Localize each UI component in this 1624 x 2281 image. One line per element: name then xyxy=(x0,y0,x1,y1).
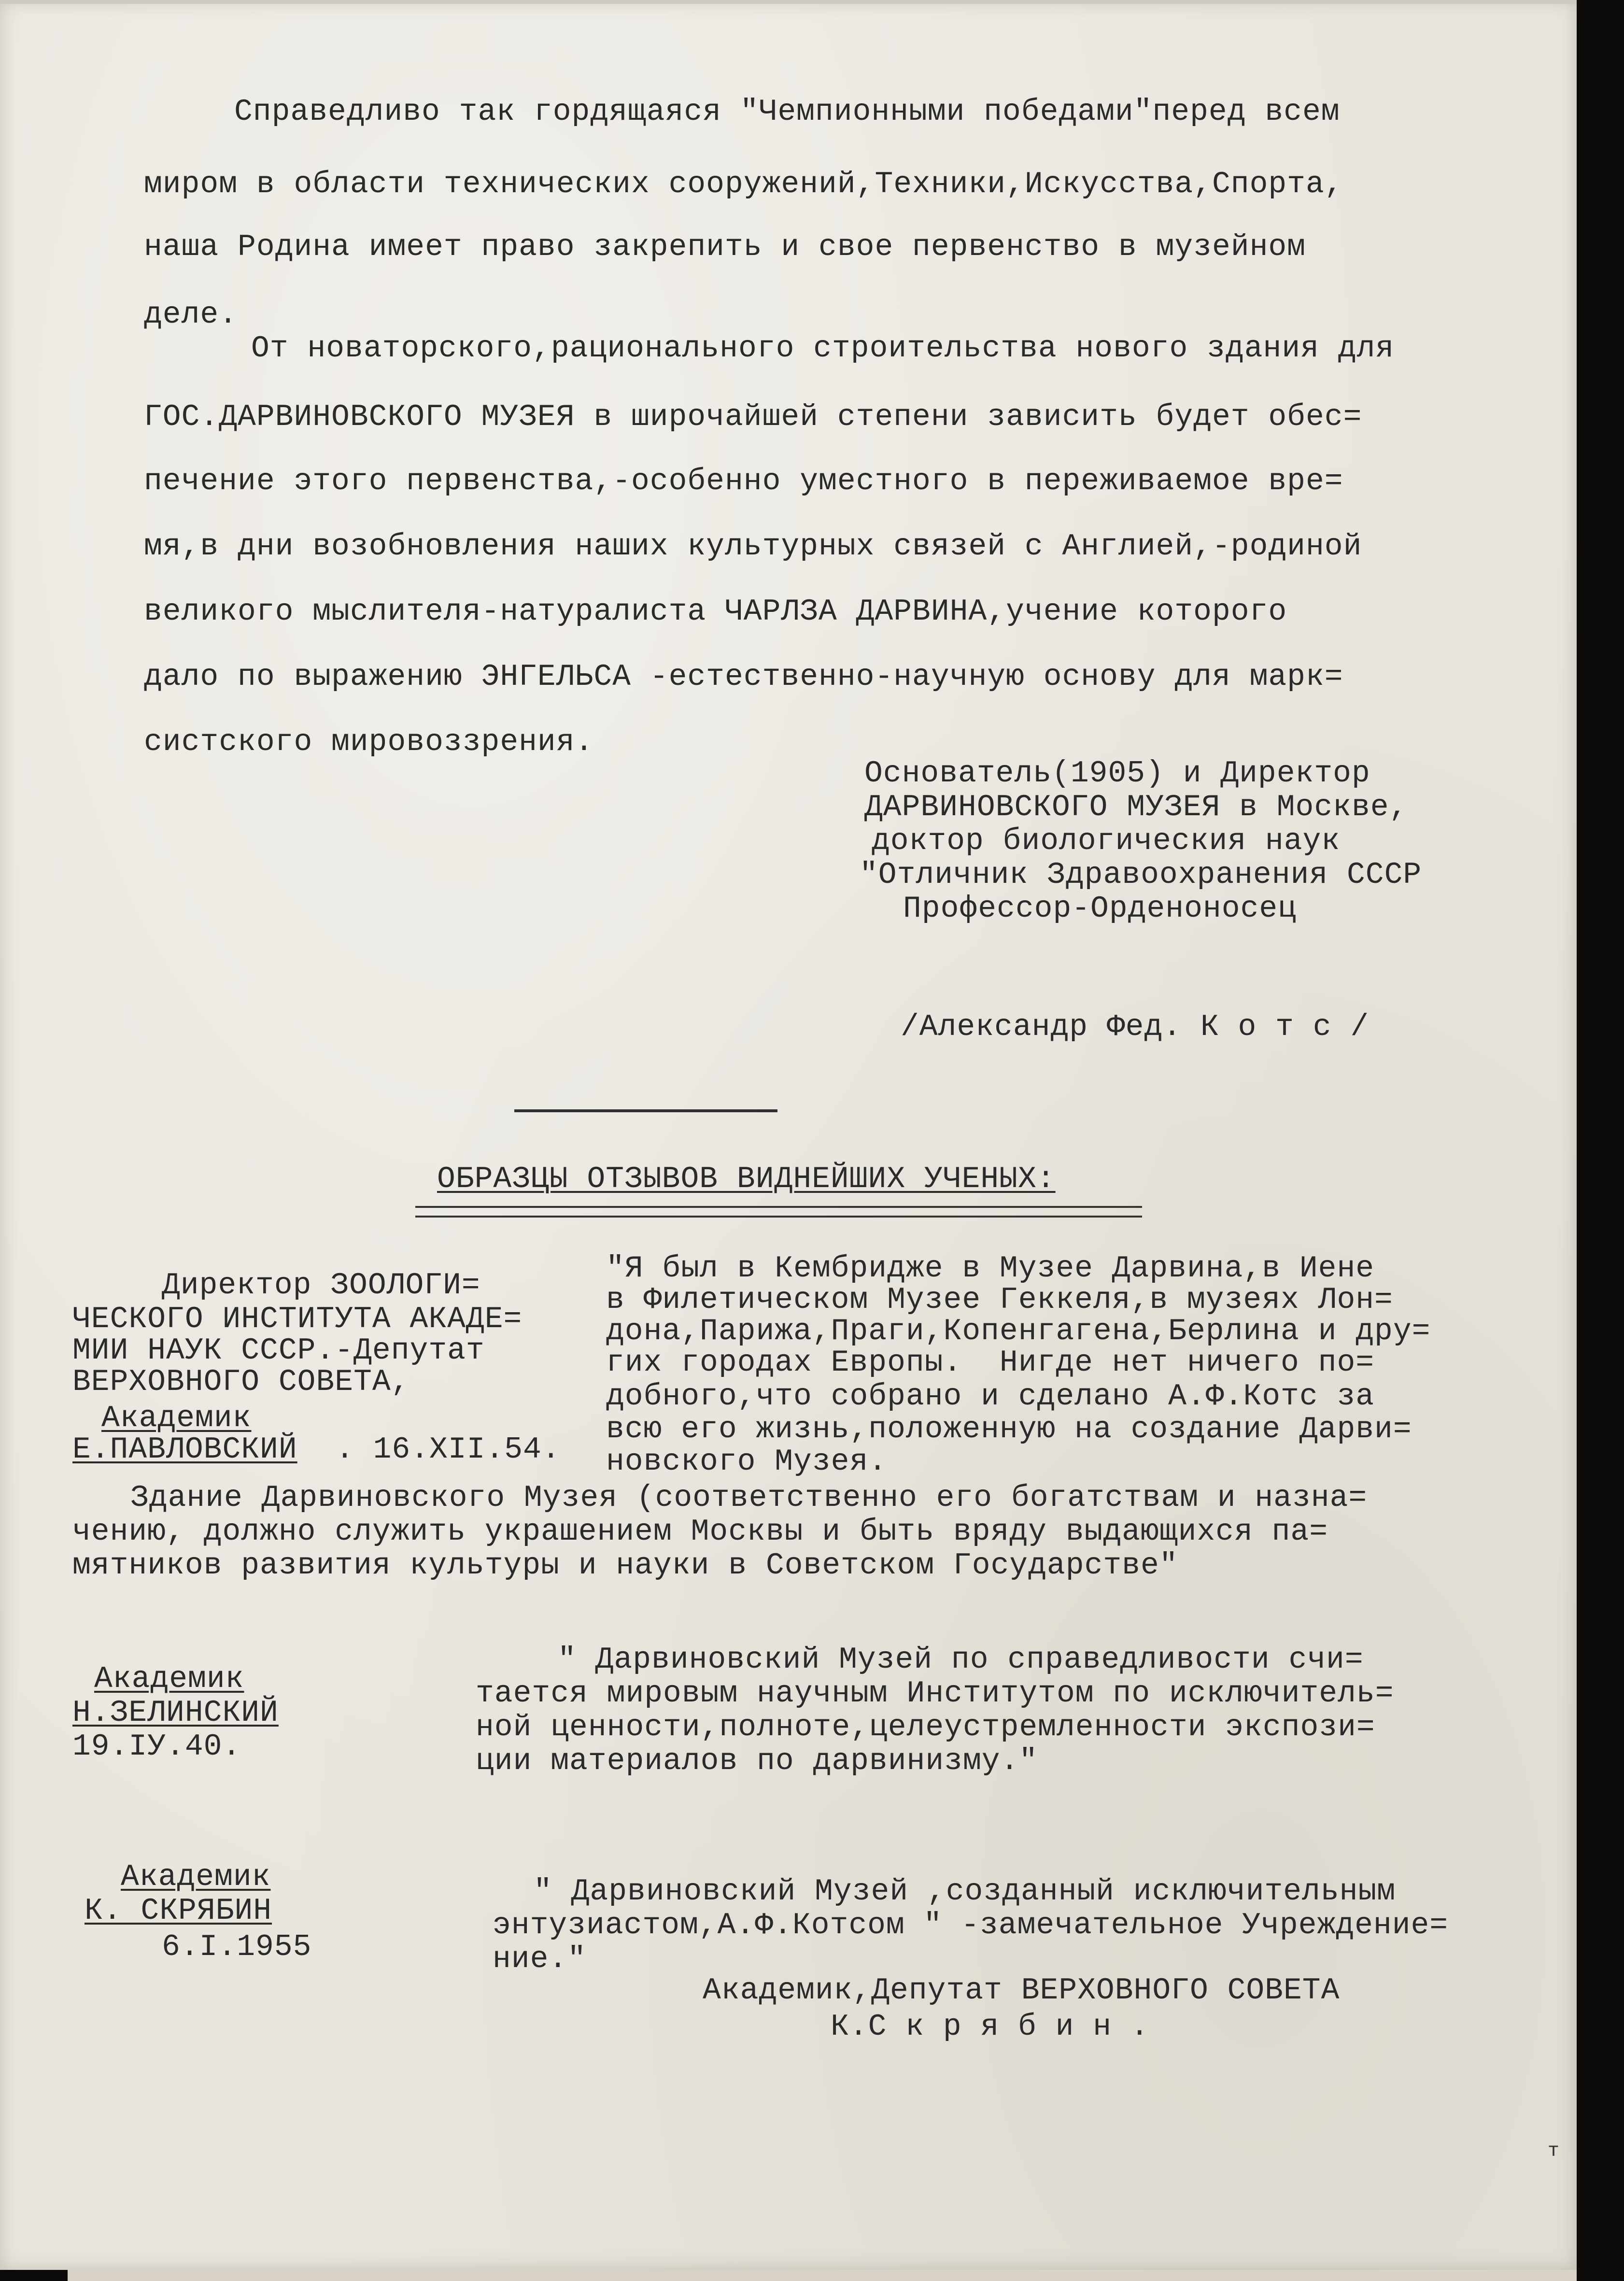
review2-quote-line-2: тается мировым научным Институтом по исключитель= xyxy=(476,1676,1394,1711)
sheet-edge xyxy=(0,0,1577,4)
author-line-3: доктор биологическия наук xyxy=(872,824,1341,858)
review2-title: Академик xyxy=(94,1662,244,1696)
review2-quote-line-1: " Дарвиновский Музей по справедливости счи= xyxy=(558,1643,1364,1677)
review3-name: К. СКРЯБИН xyxy=(85,1894,272,1928)
body-line-1: От новаторского,рационального строительства нового здания для xyxy=(251,331,1395,366)
body-line-7: систского мировоззрения. xyxy=(144,725,594,759)
review1-continuation-line-2: чению, должно служить украшением Москвы и быть вряду выдающихся па= xyxy=(72,1515,1328,1549)
review1-title: Академик xyxy=(101,1401,252,1435)
review3-quote-line-3: ние." xyxy=(493,1942,587,1976)
intro-line-1: Справедливо так гордящаяся "Чемпионными победами"перед всем xyxy=(234,95,1340,129)
section-divider xyxy=(514,1109,777,1112)
review3-signoff-line-1: Академик,Депутат ВЕРХОВНОГО СОВЕТА xyxy=(703,1973,1340,2008)
body-line-6: дало по выражению ЭНГЕЛЬСА -естественно-научную основу для марк= xyxy=(144,660,1343,694)
review1-quote-line-4: гих городах Европы. Нигде нет ничего по= xyxy=(606,1346,1375,1380)
review3-quote-line-2: энтузиастом,А.Ф.Котсом " -замечательное Учреждение= xyxy=(493,1908,1449,1942)
review1-date: . 16.XII.54. xyxy=(336,1432,561,1467)
review1-attribution-line-1: Директор ЗООЛОГИ= xyxy=(162,1268,480,1303)
review2-quote-line-3: ной ценности,полноте,целеустремленности экспози= xyxy=(476,1710,1375,1744)
review2-name: Н.ЗЕЛИНСКИЙ xyxy=(72,1696,279,1730)
review1-quote-line-5: добного,что собрано и сделано А.Ф.Котс за xyxy=(606,1379,1375,1414)
author-signature: /Александр Фед. К о т с / xyxy=(901,1010,1370,1044)
review1-attribution-line-4: ВЕРХОВНОГО СОВЕТА, xyxy=(72,1365,410,1399)
review1-quote-line-1: "Я был в Кембридже в Музее Дарвина,в Иене xyxy=(606,1251,1375,1286)
scan-background xyxy=(1577,0,1624,2281)
body-line-3: печение этого первенства,-особенно уместного в переживаемое вре= xyxy=(144,464,1343,498)
author-line-4: "Отличник Здравоохранения СССР xyxy=(860,858,1422,892)
review3-title: Академик xyxy=(121,1860,271,1894)
intro-line-3: наша Родина имеет право закрепить и свое первенство в музейном xyxy=(144,230,1306,264)
body-line-2: ГОС.ДАРВИНОВСКОГО МУЗЕЯ в широчайшей степени зависить будет обес= xyxy=(144,400,1362,434)
review2-quote-line-4: ции материалов по дарвинизму." xyxy=(476,1744,1038,1778)
review3-signoff-line-2: К.С к р я б и н . xyxy=(831,2010,1149,2044)
review2-date: 19.IУ.40. xyxy=(72,1729,241,1764)
review1-attribution-line-3: МИИ НАУК СССР.-Депутат xyxy=(72,1333,485,1368)
author-line-5: Профессор-Орденоносец xyxy=(903,892,1297,926)
review1-quote-line-3: дона,Парижа,Праги,Копенгагена,Берлина и дру= xyxy=(606,1314,1431,1348)
corner-mark: т xyxy=(1548,2140,1560,2162)
intro-line-2: миром в области технических сооружений,Техники,Искусства,Спорта, xyxy=(144,167,1343,201)
review1-continuation-line-1: Здание Дарвиновского Музея (соответственно его богатствам и назна= xyxy=(130,1481,1368,1515)
body-line-4: мя,в дни возобновления наших культурных связей с Англией,-родиной xyxy=(144,529,1362,564)
author-line-2: ДАРВИНОВСКОГО МУЗЕЯ в Москве, xyxy=(864,790,1408,824)
review1-quote-line-6: всю его жизнь,положенную на создание Дарви= xyxy=(606,1412,1412,1446)
section-heading: ОБРАЗЦЫ ОТЗЫВОВ ВИДНЕЙШИХ УЧЕНЫХ: xyxy=(437,1162,1056,1196)
review1-quote-line-2: в Филетическом Музее Геккеля,в музеях Лон= xyxy=(606,1283,1393,1317)
author-line-1: Основатель(1905) и Директор xyxy=(864,756,1370,791)
review1-continuation-line-3: мятников развития культуры и науки в Советском Государстве" xyxy=(72,1548,1178,1583)
heading-double-underline xyxy=(415,1206,1142,1218)
review1-quote-line-7: новского Музея. xyxy=(606,1445,888,1479)
review1-attribution-line-2: ЧЕСКОГО ИНСТИТУТА АКАДЕ= xyxy=(72,1302,523,1336)
body-line-5: великого мыслителя-натуралиста ЧАРЛЗА ДАРВИНА,учение которого xyxy=(144,595,1287,629)
review1-name: Е.ПАВЛОВСКИЙ xyxy=(72,1432,297,1467)
review3-quote-line-1: " Дарвиновский Музей ,созданный исключительным xyxy=(534,1874,1396,1909)
review3-date: 6.I.1955 xyxy=(162,1930,312,1964)
intro-line-4: деле. xyxy=(144,298,238,332)
